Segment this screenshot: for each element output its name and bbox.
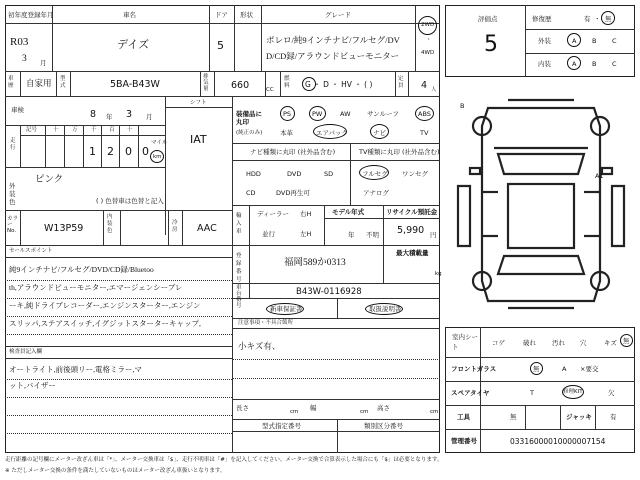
drive-sep: ・ (426, 37, 432, 43)
inspector-title: 検査員記入欄 (9, 349, 43, 355)
damage-mark-b: B (460, 102, 465, 110)
car-name-label: 車名 (123, 11, 136, 19)
navi-title: ナビ種類に丸印 (社外品含む) (250, 148, 336, 156)
grade-label: グレード (325, 11, 351, 19)
digit-label-0: 十 (53, 127, 59, 133)
interior-color-label: 内装色 (107, 214, 113, 234)
interior-grade-c: C (612, 60, 617, 68)
interior-grade-a: A (572, 60, 577, 68)
inspection-label: 車検 (11, 106, 24, 114)
shift-label: シフト (190, 100, 207, 106)
navi-cd: CD (246, 189, 256, 197)
unit-km: km (153, 154, 162, 160)
width-unit: cm (360, 409, 369, 415)
fuel-label: 燃料 (284, 76, 290, 89)
door-count: 5 (217, 39, 224, 52)
import-dealer: ディーラー (257, 210, 289, 218)
equipment-note: (純正のみ) (236, 130, 263, 136)
model-value: 5BA-B43W (110, 79, 160, 90)
sales-points-title: セールスポイント (9, 248, 53, 254)
inspection-month-unit: 月 (146, 113, 153, 121)
equipment-leather: 本革 (280, 129, 293, 137)
repair-label: 修復歴 (532, 15, 552, 23)
footer-note-1: 走行距離の記号欄にメーター改ざん車は「*」、メーター交換車は「$」、走行不明車は「#」を記入してください。メーター交換で合算表示した場合にも「$」は必要となります。 (5, 457, 443, 463)
interior-grade-label: 内装 (538, 60, 551, 68)
type-designation-label: 型式指定番号 (262, 422, 301, 430)
height-label: 高さ (377, 404, 390, 412)
equipment-sunroof: サンルーフ (367, 110, 399, 118)
import-parallel: 並行 (262, 230, 275, 238)
exterior-label: 外装色 (9, 182, 16, 206)
color-no-label: カラーNo. (7, 216, 19, 234)
exterior-grade-c: C (612, 37, 617, 45)
inspection-year: 8 (90, 109, 97, 120)
class-designation-label: 類別区分番号 (364, 422, 403, 430)
month-unit: 月 (40, 59, 47, 67)
car-name: デイズ (117, 39, 150, 51)
equipment-aw: AW (340, 110, 351, 118)
mileage-label: 走行 (10, 138, 16, 151)
drive-4wd: 4WD (421, 50, 435, 56)
spare-t: T (530, 389, 534, 397)
registration-value: 福岡589か0313 (284, 258, 346, 268)
footer-note-2: ※ ただしメーター交換の条件を満たしていないものはメーター改ざん車扱いとなります。 (5, 468, 226, 474)
mileage-digit-0: 1 (89, 145, 96, 158)
record-warranty: 新車保証書 (270, 305, 303, 313)
model-label: 型式 (60, 76, 66, 89)
spare-label: スペアタイヤ (451, 389, 490, 397)
recycle-label: リサイクル預託金 (386, 208, 438, 216)
sales-point-line-2: th,アラウンドビューモニター,エマージェンシーブレ (9, 283, 183, 292)
tool-value: 無 (510, 413, 517, 421)
spare-missing: 欠 (608, 389, 615, 397)
equipment-title: 装備品に丸印 (236, 110, 262, 126)
first-reg-month: 3 (22, 54, 27, 64)
chassis-label: 車台番号 (236, 285, 242, 309)
exterior-note: ( ) 色替車は色替と記入 (96, 197, 164, 205)
tv-title: TV種類に丸印 (社外品含む) (359, 148, 440, 156)
ac-label: 冷房 (172, 220, 178, 233)
registration-label: 登録番号 (236, 253, 242, 283)
chassis-value: B43W-0116928 (296, 287, 362, 297)
drive-2wd: 2WD (421, 22, 435, 28)
load-label: 最大積載量 (396, 249, 429, 257)
cc-unit: CC (266, 87, 274, 93)
sheet-item-hole: 穴 (580, 339, 587, 347)
sales-point-line-4: スリッパ,ステアスイッチ,イグジットスターターキャップ, (9, 319, 201, 328)
doors-label: ドア (215, 11, 228, 19)
length-label: 長さ (236, 404, 249, 412)
windshield-label: フロントガラス (451, 365, 497, 373)
height-unit: cm (430, 409, 439, 415)
width-label: 幅 (310, 404, 317, 412)
first-reg-label: 初年度登録年月 (8, 11, 54, 19)
mileage-digit-3: 0 (142, 145, 149, 158)
equipment-navi: ナビ (373, 129, 386, 137)
model-year-unit: 年 (348, 231, 355, 239)
inspection-year-unit: 年 (106, 113, 113, 121)
sheet-item-burn: コゲ (492, 339, 505, 347)
interior-grade-b: B (592, 60, 597, 68)
digit-label-3: 百 (109, 127, 115, 133)
mgmt-number: 03316000010000007154 (510, 437, 606, 446)
capacity-value: 4 (421, 80, 428, 91)
score-label: 評価点 (478, 15, 498, 23)
vehicle-damage-diagram (448, 96, 634, 312)
mileage-digit-1: 2 (107, 145, 114, 158)
usage-label: 車歴 (8, 76, 14, 89)
import-right: 右H (300, 210, 312, 218)
sheet-label: 室内シート (452, 333, 478, 351)
load-unit: kg (435, 271, 442, 277)
grade-line-2: D/CD録/アラウンドビューモニター (266, 51, 400, 61)
windshield-none: 無 (533, 365, 540, 373)
inspection-month: 3 (126, 109, 133, 120)
jack-label: ジャッキ (566, 413, 592, 421)
repair-yes: 有 (584, 15, 591, 23)
recycle-unit: 円 (430, 231, 437, 239)
unit-mile: マイル (151, 140, 168, 146)
digit-label-1: 万 (72, 127, 78, 133)
tool-label: 工具 (457, 413, 470, 421)
repair-dot: ・ (594, 15, 601, 23)
displacement-label: 排気量 (203, 74, 209, 92)
digit-label-4: 十 (127, 127, 133, 133)
equipment-ps: PS (283, 110, 292, 118)
shape-label: 形状 (240, 11, 253, 19)
mileage-note-label: 記号 (26, 127, 38, 133)
sales-point-line-1: 純9インチナビ/フルセグ/DVD/CD録/Bluetoo (9, 265, 154, 274)
repair-no: 無 (605, 15, 612, 23)
notes-title: 注意事項・不具合箇所 (238, 320, 294, 326)
record-manual: 取扱説明書 (369, 305, 402, 313)
inspector-line-1: オートライト,前後頭リー,電格ミラー,マ (9, 365, 142, 374)
sheet-item-stain: 汚れ (552, 339, 565, 347)
digit-label-2: 千 (91, 127, 97, 133)
sales-point-line-3: ーキ,純ドライブレコーダー,エンジンスターター,エンジン (9, 301, 201, 310)
sheet-none: 無 (623, 337, 630, 345)
model-year-unknown: 不明 (366, 231, 379, 239)
tv-oneseg: ワンセグ (402, 170, 428, 178)
fuel-options: G ・ D ・ HV ・ ( ) (305, 80, 373, 89)
recycle-amount: 5,990 (397, 225, 425, 236)
length-unit: cm (290, 409, 299, 415)
grade-line-1: ボレロ/純9インチナビ/フルセグ/DV (266, 35, 400, 45)
sheet-item-tear: 破れ (523, 339, 536, 347)
import-left: 左H (300, 230, 312, 238)
mileage-digit-2: 0 (125, 145, 132, 158)
navi-dvd-play: DVD再生可 (276, 189, 310, 197)
equipment-abs: ABS (418, 110, 431, 118)
person-unit: 人 (431, 87, 437, 93)
capacity-label: 定員 (398, 76, 404, 89)
damage-mark-a1: A1 (595, 172, 604, 180)
equipment-airbag: エアバック (316, 129, 348, 137)
shift-value: IAT (190, 133, 207, 146)
equipment-tv: TV (420, 129, 429, 137)
model-year-label: モデル年式 (332, 208, 365, 216)
displacement-value: 660 (231, 80, 250, 91)
navi-sd: SD (324, 170, 334, 178)
navi-hdd: HDD (246, 170, 261, 178)
ac-value: AAC (197, 223, 217, 234)
usage-value: 自家用 (26, 79, 52, 89)
exterior-grade-b: B (592, 37, 597, 45)
notes-text: 小キズ有、 (238, 341, 281, 351)
exterior-grade-a: A (572, 37, 577, 45)
first-reg-year: R03 (10, 36, 29, 48)
inspector-line-2: ット,バイザー (9, 381, 56, 390)
equipment-pw: PW (312, 110, 323, 118)
exterior-grade-label: 外装 (538, 37, 551, 45)
sheet-item-scratch: キズ (604, 339, 617, 347)
jack-value: 有 (610, 413, 617, 421)
score-value: 5 (484, 32, 498, 57)
color-no-value: W13P59 (44, 223, 84, 234)
import-label: 輸入車 (236, 213, 242, 235)
windshield-a: A (562, 365, 567, 373)
windshield-replace: ×要交 (580, 365, 599, 373)
tv-fullseg: フルセグ (362, 170, 388, 178)
mgmt-label: 管理番号 (451, 437, 477, 445)
tv-analog: アナログ (363, 189, 389, 197)
navi-dvd: DVD (287, 170, 302, 178)
exterior-color: ピンク (35, 175, 64, 185)
spare-kit: 修理KIT (563, 389, 583, 395)
